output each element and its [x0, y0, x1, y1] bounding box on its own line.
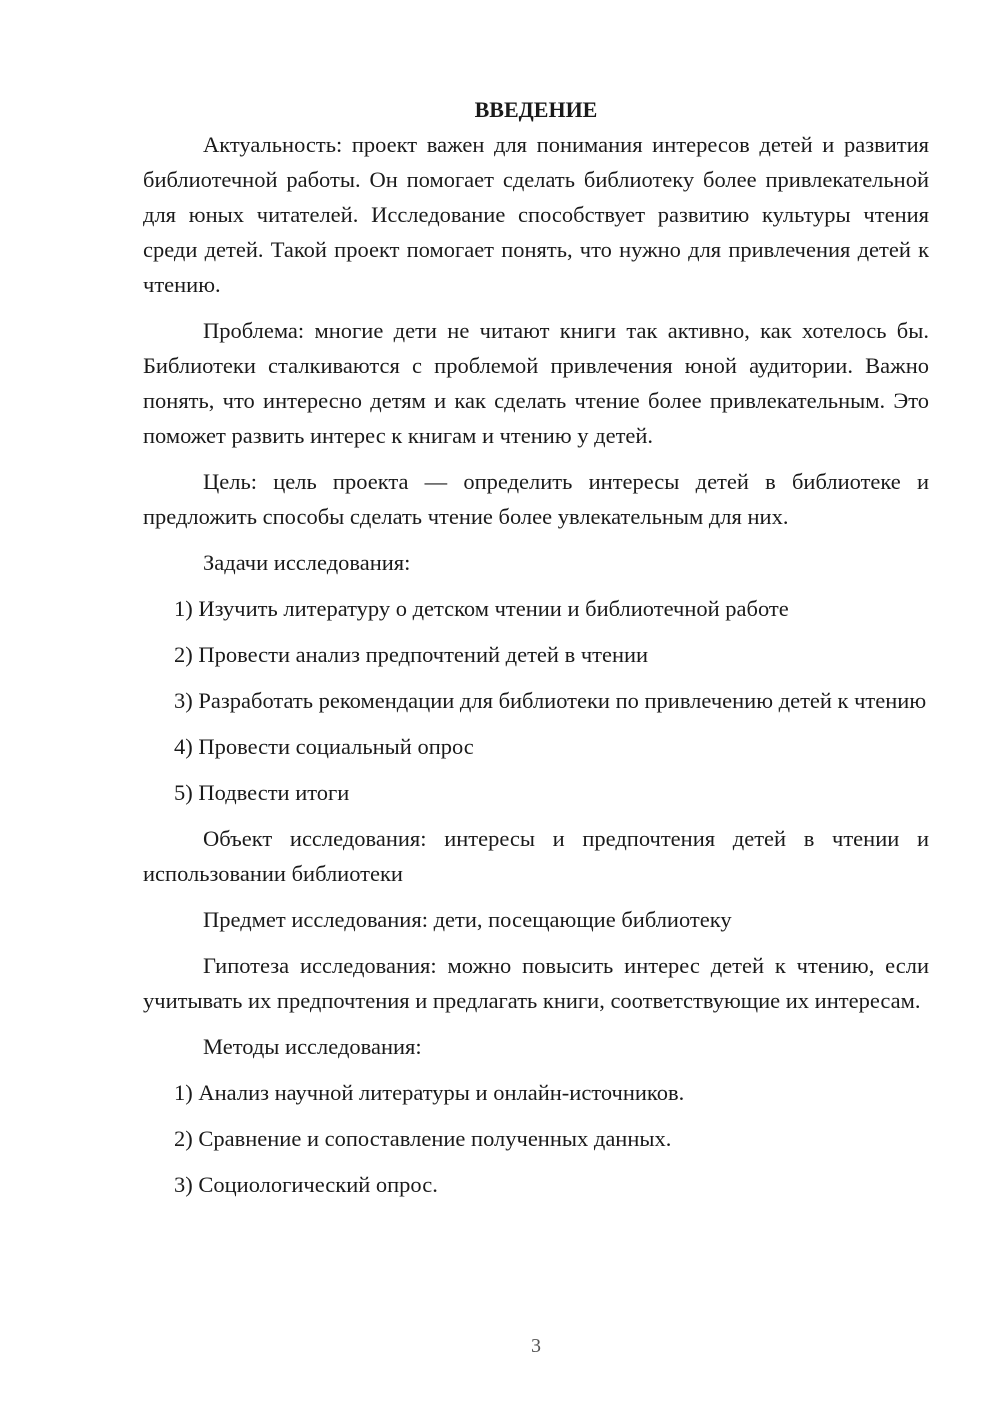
subject-paragraph: Предмет исследования: дети, посещающие библиотеку: [203, 907, 732, 932]
object-paragraph: Объект исследования: интересы и предпочтения детей в чтении и использовании библиотеки: [143, 826, 929, 886]
method-item: 1) Анализ научной литературы и онлайн-источников.: [174, 1080, 685, 1105]
goal-paragraph: Цель: цель проекта — определить интересы детей в библиотеке и предложить способы сделать чтение более увлекательным для них.: [143, 469, 929, 529]
tasks-heading: Задачи исследования:: [203, 550, 411, 575]
task-item: 2) Провести анализ предпочтений детей в чтении: [174, 642, 649, 667]
method-item: 2) Сравнение и сопоставление полученных данных.: [174, 1126, 672, 1151]
hypothesis-paragraph: Гипотеза исследования: можно повысить интерес детей к чтению, если учитывать их предпочтения и предлагать книги, соответствующие их интересам.: [143, 953, 929, 1013]
methods-heading: Методы исследования:: [203, 1034, 422, 1059]
method-item: 3) Социологический опрос.: [174, 1172, 438, 1197]
relevance-paragraph: Актуальность: проект важен для понимания интересов детей и развития библиотечной работы. Он помогает сделать библиотеку более привлекательной для юных читателей. Исследование способствует развитию культуры чтения среди детей. Такой проект помогает понять, что нужно для привлечения детей к чтению.: [143, 132, 929, 297]
page-number: 3: [531, 1335, 541, 1357]
task-item: 4) Провести социальный опрос: [174, 734, 474, 759]
document-body: [143, 92, 929, 1213]
task-item: 1) Изучить литературу о детском чтении и библиотечной работе: [174, 596, 789, 621]
task-item: 3) Разработать рекомендации для библиотеки по привлечению детей к чтению: [174, 688, 927, 713]
task-item: 5) Подвести итоги: [174, 780, 350, 805]
problem-paragraph: Проблема: многие дети не читают книги так активно, как хотелось бы. Библиотеки сталкиваются с проблемой привлечения юной аудитории. Важно понять, что интересно детям и как сделать чтение более привлекательным. Это поможет развить интерес к книгам и чтению у детей.: [143, 318, 929, 448]
section-title: ВВЕДЕНИЕ: [474, 97, 598, 122]
